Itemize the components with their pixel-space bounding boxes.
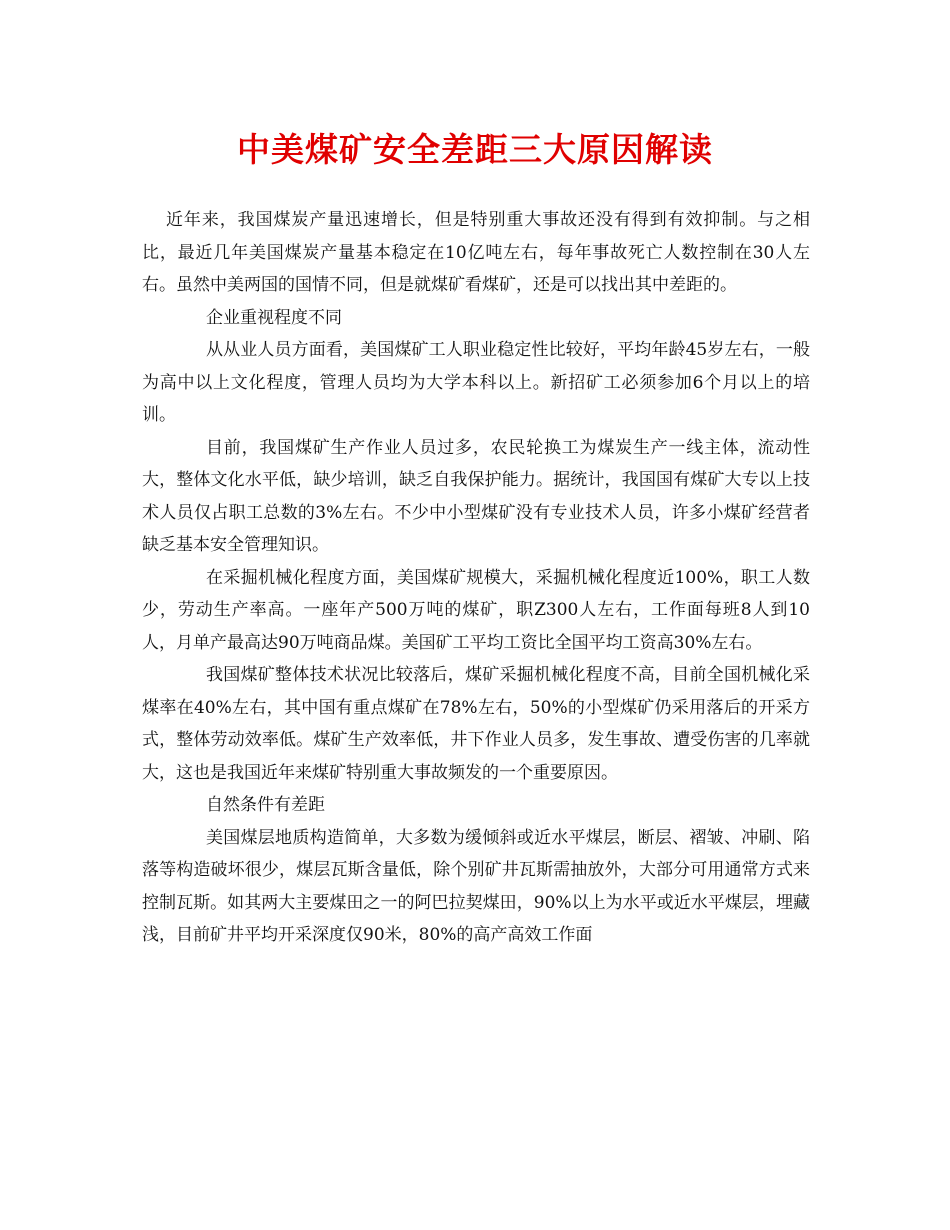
paragraph-china-workforce: 目前，我国煤矿生产作业人员过多，农民轮换工为煤炭生产一线主体，流动性大，整体文化水平低，缺少培训，缺乏自我保护能力。据统计，我国国有煤矿大专以上技术人员仅占职工总数的3%左右。不少中小型煤矿没有专业技术人员，许多小煤矿经营者缺乏基本安全管理知识。 bbox=[142, 437, 810, 555]
document-body bbox=[142, 204, 810, 952]
paragraph-us-workforce: 从从业人员方面看，美国煤矿工人职业稳定性比较好，平均年龄45岁左右，一般为高中以上文化程度，管理人员均为大学本科以上。新招矿工必须参加6个月以上的培训。 bbox=[142, 340, 810, 425]
paragraph-us-geology: 美国煤层地质构造简单，大多数为缓倾斜或近水平煤层，断层、褶皱、冲刷、陷落等构造破坏很少，煤层瓦斯含量低，除个别矿井瓦斯需抽放外，大部分可用通常方式来控制瓦斯。如其两大主要煤田之一的阿巴拉契煤田，90%以上为水平或近水平煤层，埋藏浅，目前矿井平均开采深度仅90米，80%的高产高效工作面 bbox=[142, 827, 810, 945]
section-heading-natural-conditions: 自然条件有差距 bbox=[206, 795, 325, 815]
document-title: 中美煤矿安全差距三大原因解读 bbox=[237, 130, 713, 169]
paragraph-china-mechanization: 我国煤矿整体技术状况比较落后，煤矿采掘机械化程度不高，目前全国机械化采煤率在40%左右，其中国有重点煤矿在78%左右，50%的小型煤矿仍采用落后的开采方式，整体劳动效率低。煤矿生产效率低，井下作业人员多，发生事故、遭受伤害的几率就大，这也是我国近年来煤矿特别重大事故频发的一个重要原因。 bbox=[142, 665, 810, 783]
paragraph-intro: 近年来，我国煤炭产量迅速增长，但是特别重大事故还没有得到有效抑制。与之相比，最近几年美国煤炭产量基本稳定在10亿吨左右，每年事故死亡人数控制在30人左右。虽然中美两国的国情不同，但是就煤矿看煤矿，还是可以找出其中差距的。 bbox=[142, 210, 810, 295]
paragraph-us-mechanization: 在采掘机械化程度方面，美国煤矿规模大，采掘机械化程度近100%，职工人数少，劳动生产率高。一座年产500万吨的煤矿，职Z300人左右，工作面每班8人到10人，月单产最高达90万吨商品煤。美国矿工平均工资比全国平均工资高30%左右。 bbox=[142, 567, 810, 653]
section-heading-enterprise-attention: 企业重视程度不同 bbox=[206, 307, 342, 328]
